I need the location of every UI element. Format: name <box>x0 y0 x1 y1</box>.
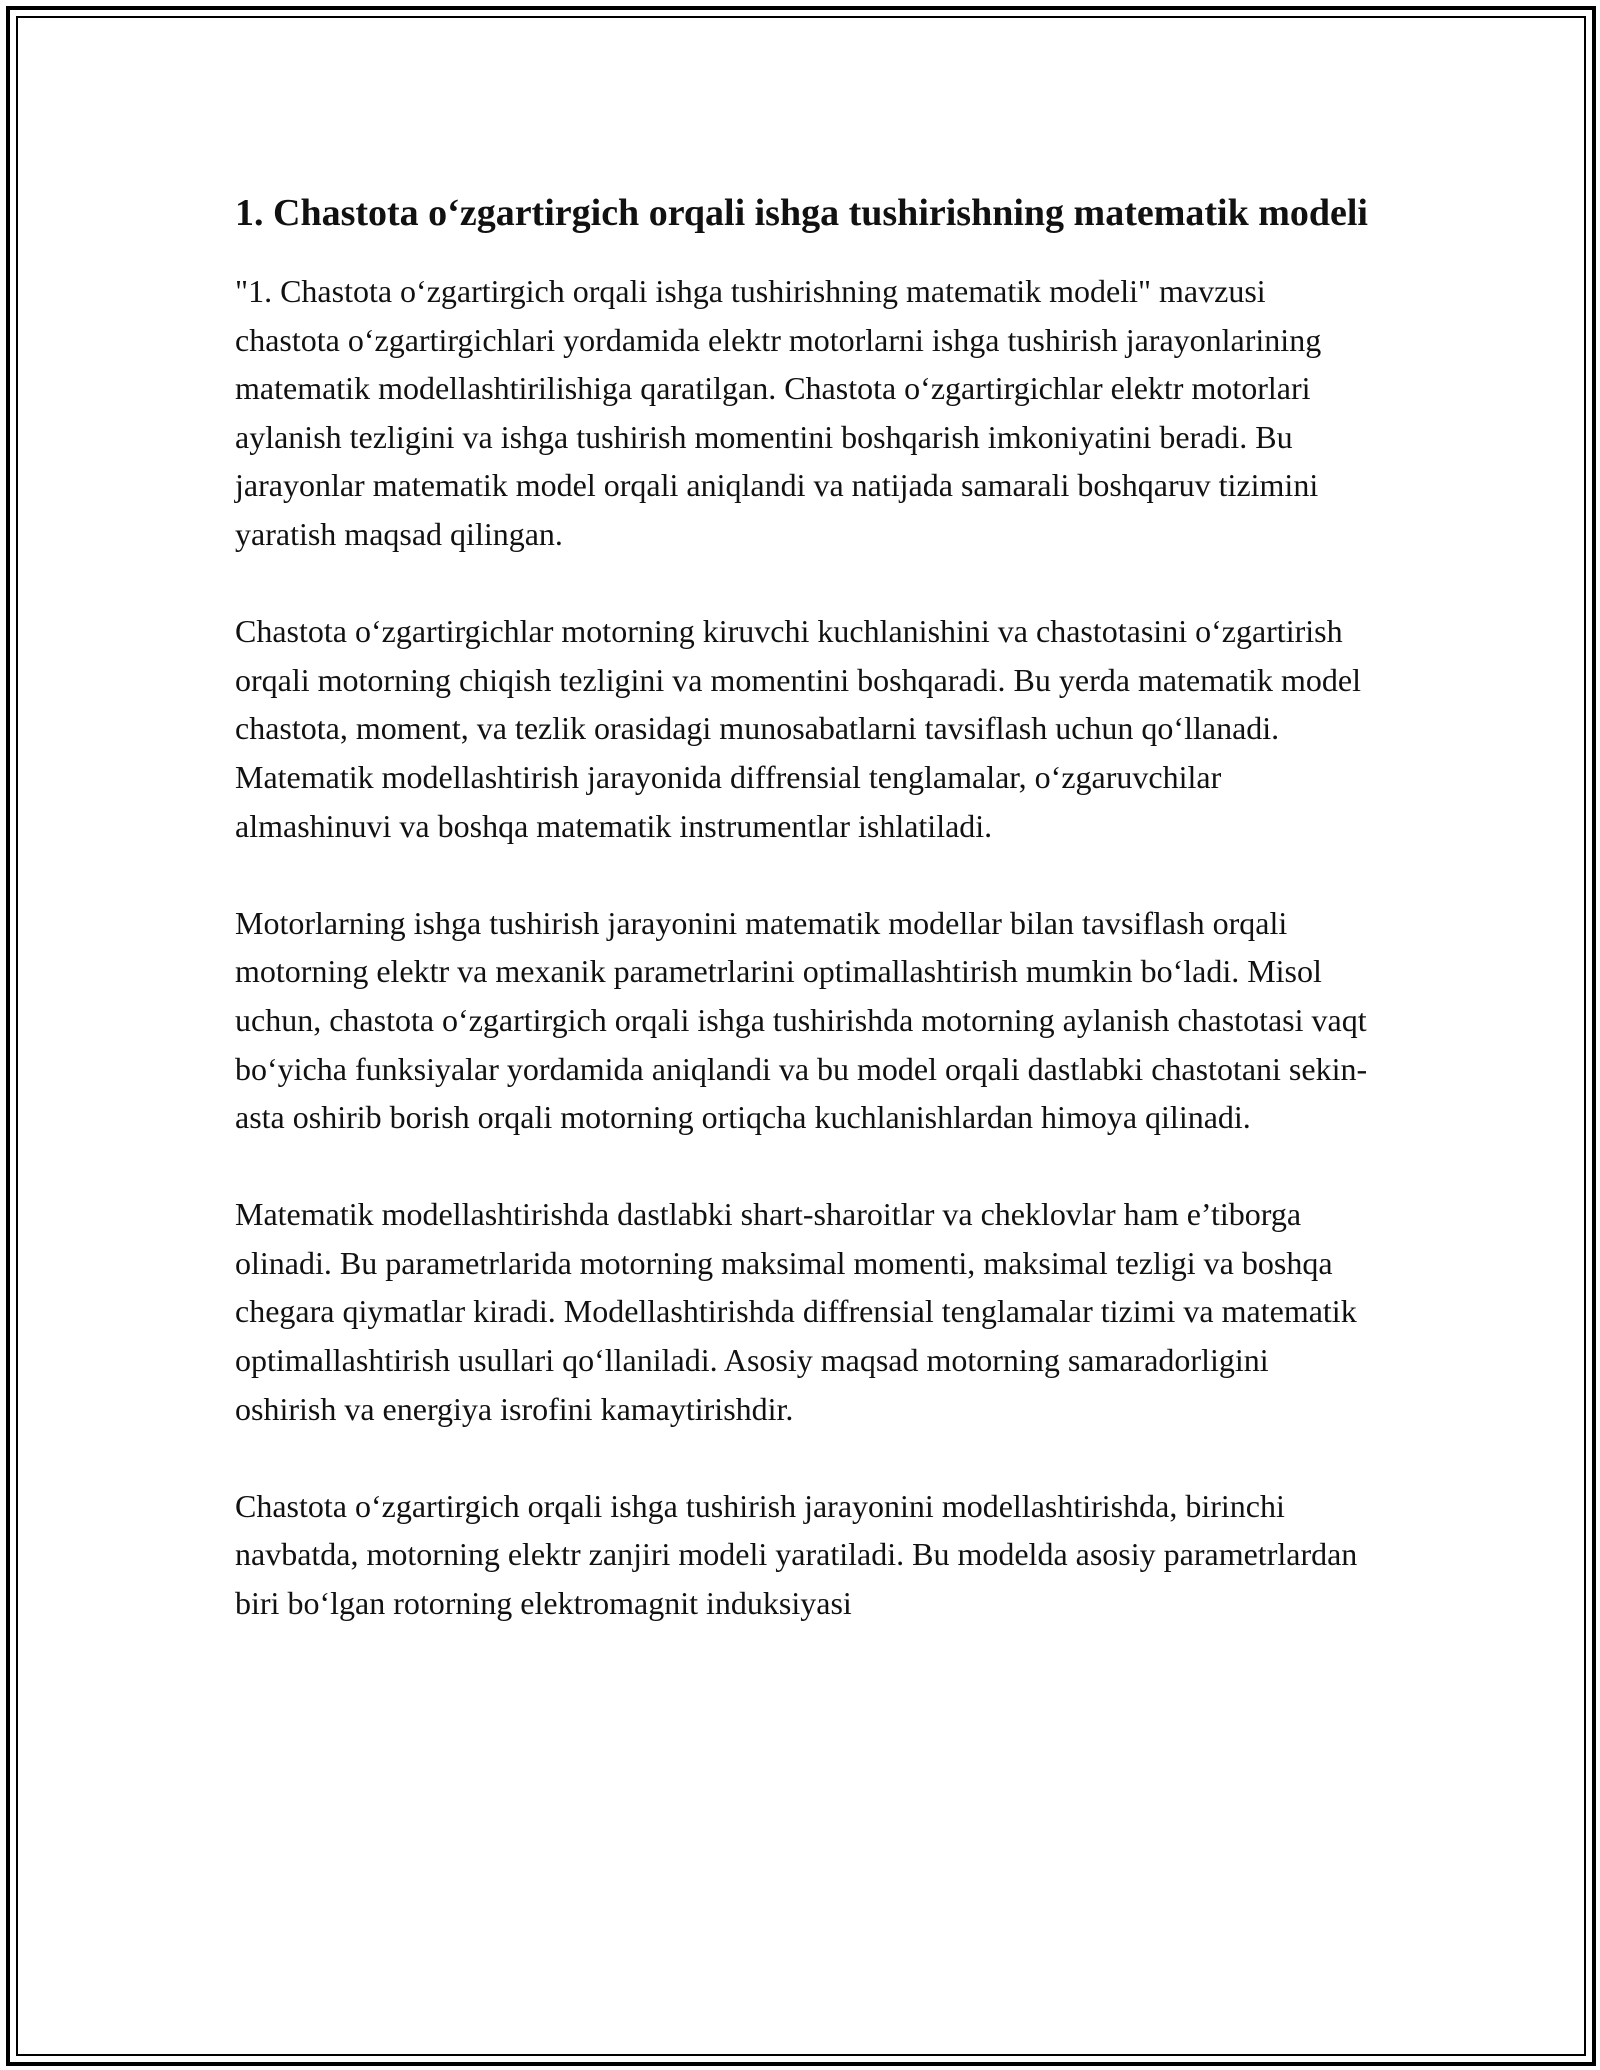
paragraph-4: Matematik modellashtirishda dastlabki shart-sharoitlar va cheklovlar ham e’tiborga olinadi. Bu parametrlarida motorning maksimal momenti, maksimal tezligi va boshqa chegara qiymatlar kiradi. Modellashtirishda diffrensial tenglamalar tizimi va matematik optimallashtirish usullari qo‘llaniladi. Asosiy maqsad motorning samaradorligini oshirish va energiya isrofini kamaytirishdir. <box>235 1196 1357 1427</box>
paragraph-5: Chastota o‘zgartirgich orqali ishga tushirish jarayonini modellashtirishda, birinchi navbatda, motorning elektr zanjiri modeli yaratiladi. Bu modelda asosiy parametrlardan biri bo‘lgan rotorning elektromagnit induksiyasi <box>235 1487 1358 1622</box>
paragraph-2: Chastota o‘zgartirgichlar motorning kiruvchi kuchlanishini va chastotasini o‘zgartirish orqali motorning chiqish tezligini va momentini boshqaradi. Bu yerda matematik model chastota, moment, va tezlik orasidagi munosabatlarni tavsiflash uchun qo‘llanadi. Matematik modellashtirish jarayonida diffrensial tenglamalar, o‘zgaruvchilar almashinuvi va boshqa matematik instrumentlar ishlatiladi. <box>235 613 1361 844</box>
document-body <box>235 186 1370 1676</box>
paragraph-3: Motorlarning ishga tushirish jarayonini matematik modellar bilan tavsiflash orqali motorning elektr va mexanik parametrlarini optimallashtirish mumkin bo‘ladi. Misol uchun, chastota o‘zgartirgich orqali ishga tushirishda motorning aylanish chastotasi vaqt bo‘yicha funksiyalar yordamida aniqlandi va bu model orqali dastlabki chastotani sekin-asta oshirib borish orqali motorning ortiqcha kuchlanishlardan himoya qilinadi. <box>235 904 1368 1136</box>
paragraph-1: "1. Chastota o‘zgartirgich orqali ishga tushirishning matematik modeli" mavzusi chastota o‘zgartirgichlari yordamida elektr motorlarni ishga tushirish jarayonlarining matematik modellashtirilishiga qaratilgan. Chastota o‘zgartirgichlar elektr motorlari aylanish tezligini va ishga tushirish momentini boshqarish imkoniyatini beradi. Bu jarayonlar matematik model orqali aniqlandi va natijada samarali boshqaruv tizimini yaratish maqsad qilingan. <box>235 273 1322 552</box>
document-title: 1. Chastota o‘zgartirgich orqali ishga tushirishning matematik modeli <box>235 192 1368 234</box>
